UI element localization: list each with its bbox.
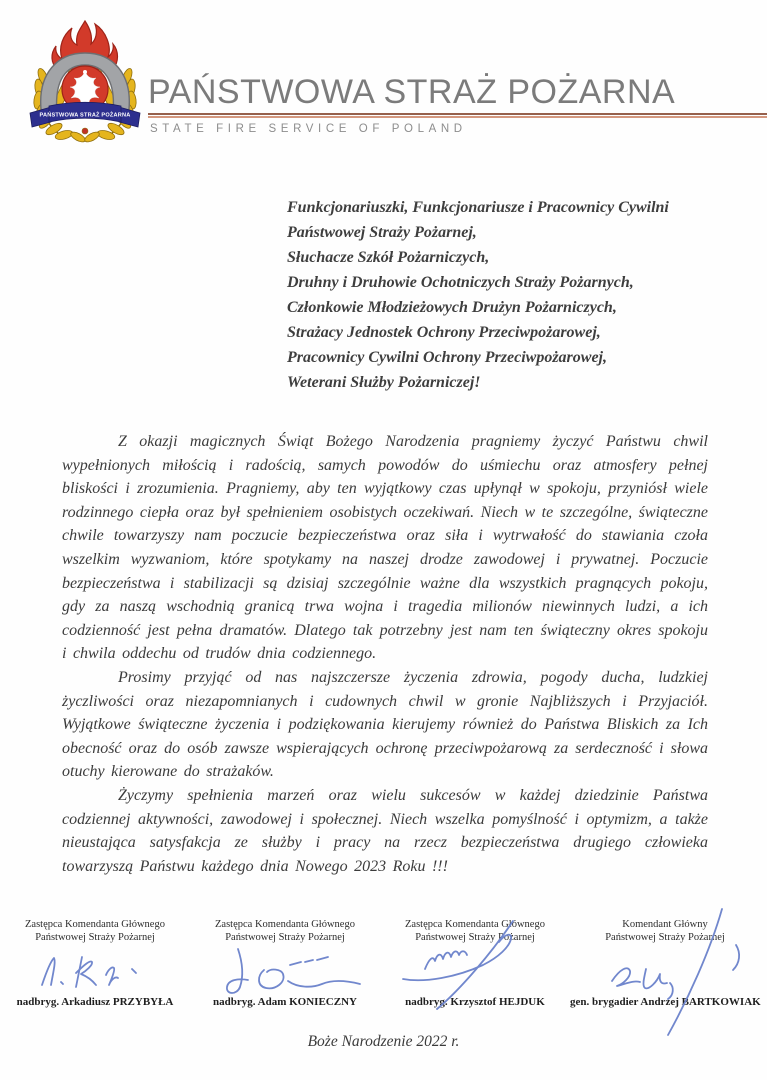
fire-service-emblem-icon xyxy=(26,16,144,146)
handwritten-signature-hejduk-icon xyxy=(385,917,565,1012)
signatory-name: nadbryg. Arkadiusz PRZYBYŁA xyxy=(16,996,174,1008)
signatory-title: Państwowej Straży Pożarnej xyxy=(225,932,345,943)
signatory-title: Komendant Główny xyxy=(622,919,708,930)
addressee-line: Strażacy Jednostek Ochrony Przeciwpożarowej, xyxy=(287,324,601,341)
ribbon-banner-text: PAŃSTWOWA STRAŻ POŻARNA xyxy=(39,112,131,119)
letter-body xyxy=(62,430,708,878)
handwritten-signature-przybyla-icon xyxy=(20,945,170,995)
addressee-line: Funkcjonariuszki, Funkcjonariusze i Pracownicy Cywilni xyxy=(287,199,669,216)
signatory-name: nadbryg. Krzysztof HEJDUK xyxy=(405,996,545,1008)
signature-block-przybyla xyxy=(0,918,190,1008)
addressee-line: Słuchacze Szkół Pożarniczych, xyxy=(287,249,490,266)
body-paragraph: Prosimy przyjąć od nas najszczersze życzenia zdrowia, pogody ducha, ludzkiej życzliwości oraz niezapomnianych i cudownych chwil w gronie Najbliższych i Przyjaciół. Wyjątkowe świąteczne życzenia i podziękowania kierujemy również do Państwa Bliskich za Ich obecność oraz do osób zawsze wspierających ochronę przeciwpożarową za serdeczność i słowa otuchy kierowane do strażaków. xyxy=(62,668,708,781)
signatory-name: nadbryg. Adam KONIECZNY xyxy=(213,996,357,1008)
signature-row xyxy=(0,918,760,1008)
addressee-line: Państwowej Straży Pożarnej, xyxy=(287,224,477,241)
addressee-line: Członkowie Młodzieżowych Drużyn Pożarniczych, xyxy=(287,299,617,316)
addressee-line: Druhny i Druhowie Ochotniczych Straży Pożarnych, xyxy=(287,274,634,291)
eagle-crown-icon xyxy=(83,70,87,74)
signature-block-hejduk xyxy=(380,918,570,1008)
addressee-list xyxy=(287,195,727,395)
holiday-date-line: Boże Narodzenie 2022 r. xyxy=(307,1033,460,1050)
handwritten-signature-bartkowiak-icon xyxy=(570,907,760,1037)
signatory-title: Państwowej Straży Pożarnej xyxy=(35,932,155,943)
addressee-line: Pracownicy Cywilni Ochrony Przeciwpożarowej, xyxy=(287,349,607,366)
signatory-title: Zastępca Komendanta Głównego xyxy=(215,919,355,930)
organization-subtitle: STATE FIRE SERVICE OF POLAND xyxy=(150,123,467,135)
signatory-title: Zastępca Komendanta Głównego xyxy=(405,919,545,930)
signatory-title: Państwowej Straży Pożarnej xyxy=(605,932,725,943)
body-paragraph: Życzymy spełnienia marzeń oraz wielu sukcesów w każdej dziedzinie Państwa codziennej aktywności, zawodowej i społecznej. Niech wszelka pomyślność i optymizm, a także nieustająca satysfakcja ze służby i pracy na rzecz bezpieczeństwa drugiego człowieka towarzyszą Państwu każdego dnia Nowego 2023 Roku !!! xyxy=(62,786,708,875)
signature-block-konieczny xyxy=(190,918,380,1008)
body-paragraph: Z okazji magicznych Świąt Bożego Narodzenia pragniemy życzyć Państwu chwil wypełnionych miłością i radością, samych powodów do uśmiechu oraz atmosfery pełnej bliskości i zrozumienia. Pragniemy, aby ten wyjątkowy czas upłynął w spokoju, przyniósł wiele rodzinnego ciepła oraz był spełnieniem osobistych oczekiwań. Niech w te szczególne, świąteczne chwile towarzyszy nam poczucie bezpieczeństwa oraz siła i wytrwałość do stawiania czoła wszelkim wyzwaniom, które spotykamy na naszej drodze zawodowej i prywatnej. Poczucie bezpieczeństwa i stabilizacji są dzisiaj szczególnie ważne dla wszystkich pragnących pokoju, gdy za naszą wschodnią granicą trwa wojna i tragedia milionów niewinnych ludzi, a ich codzienność jest pełna dramatów. Dlatego tak potrzebny jest nam ten świąteczny okres spokoju i chwila oddechu od trudów dnia codziennego. xyxy=(62,433,708,663)
signatory-title: Państwowej Straży Pożarnej xyxy=(415,932,535,943)
laurel-bottom-icon xyxy=(69,128,100,144)
signatory-title: Zastępca Komendanta Głównego xyxy=(25,919,165,930)
signatory-name: gen. brygadier Andrzej BARTKOWIAK xyxy=(570,996,761,1008)
header-divider xyxy=(148,113,767,118)
organization-title: PAŃSTWOWA STRAŻ POŻARNA xyxy=(148,73,676,111)
addressee-line: Weterani Służby Pożarniczej! xyxy=(287,374,481,391)
handwritten-signature-konieczny-icon xyxy=(200,943,370,998)
signature-block-bartkowiak xyxy=(570,918,760,1008)
